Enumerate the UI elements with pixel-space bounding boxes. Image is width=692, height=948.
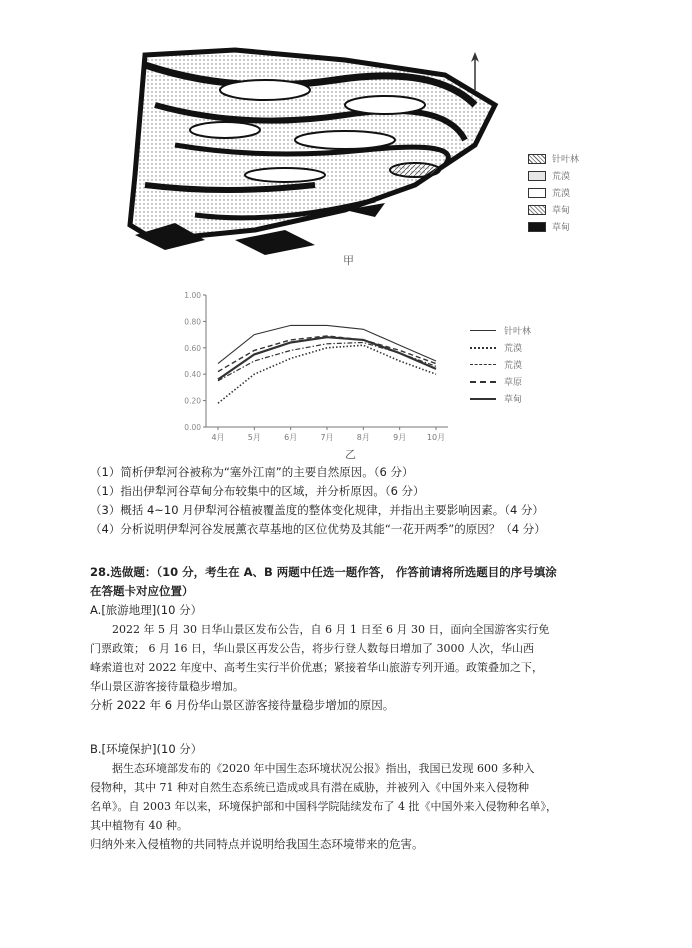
y-tick-label: 0.80: [184, 317, 201, 327]
legend-line-dotted-icon: [470, 347, 496, 349]
chart-legend: [470, 322, 560, 407]
q28b-paragraph-line: 名单》。自 2003 年以来，环境保护部和中国科学院陆续发布了 4 批《中国外来入侵物种名单》，: [90, 800, 557, 813]
legend-line-thick-icon: [470, 398, 496, 400]
y-tick-label: 0.60: [184, 343, 201, 353]
q28b-question: 归纳外来入侵植物的共同特点并说明给我国生态环境带来的危害。: [90, 837, 424, 851]
chart-caption: 乙: [345, 448, 356, 461]
question-item: （3）概括 4~10 月伊犁河谷植被覆盖度的整体变化规律，并指出主要影响因素。（4 分）: [90, 503, 544, 517]
solid-swatch-icon: [528, 222, 546, 232]
chart-legend-item: [470, 339, 560, 356]
q28-title: 28.选做题：（10 分，考生在 A、B 两题中任选一题作答， 作答前请将所选题目的序号填涂: [90, 565, 557, 579]
q28a-paragraph-line: 门票政策； 6 月 16 日，华山景区再发公告，将步行登人数每日增加了 3000 人次，华山西: [90, 642, 534, 655]
map-legend: [528, 150, 608, 235]
cross-swatch-icon: [528, 205, 546, 215]
question-item: （4）分析说明伊犁河谷发展薰衣草基地的区位优势及其能“一花开两季”的原因？（4 分）: [90, 522, 546, 536]
map-legend-label: 荒漠: [552, 189, 571, 199]
map-legend-label: 草甸: [552, 206, 571, 216]
x-tick-label: 8月: [356, 433, 370, 442]
map-legend-item: [528, 150, 608, 167]
q28b-section: [90, 740, 650, 854]
chart-legend-label: 荒漠: [504, 361, 523, 371]
map-legend-item: [528, 167, 608, 184]
legend-line-solid-icon: [470, 330, 496, 331]
hatch-swatch-icon: [528, 154, 546, 164]
x-tick-label: 7月: [320, 433, 334, 442]
q28b-paragraph-line: 侵物种，其中 71 种对自然生态系统已造成或具有潜在威胁，并被列入《中国外来入侵物种: [90, 781, 529, 794]
x-tick-label: 4月: [211, 433, 225, 442]
q28b-paragraph-line: 其中植物有 40 种。: [90, 819, 188, 832]
chart-legend-item: [470, 356, 560, 373]
question-item: （1）指出伊犁河谷草甸分布较集中的区域，并分析原因。（6 分）: [90, 484, 425, 498]
map-legend-label: 草甸: [552, 223, 571, 233]
x-tick-label: 9月: [393, 433, 407, 442]
chart-legend-item: [470, 390, 560, 407]
map-legend-label: 荒漠: [552, 172, 571, 182]
map-legend-item: [528, 201, 608, 218]
vegetation-coverage-chart: [168, 285, 468, 460]
y-tick-label: 0.20: [184, 396, 201, 406]
y-tick-label: 1.00: [184, 291, 201, 300]
map-legend-item: [528, 184, 608, 201]
q28b-heading: B.[环境保护](10 分）: [90, 742, 203, 756]
question-item: （1）简析伊犁河谷被称为“塞外江南”的主要自然原因。（6 分）: [90, 465, 414, 479]
q28a-paragraph-line: 2022 年 5 月 30 日华山景区发布公告，自 6 月 1 日至 6 月 30 日，面向全国游客实行免: [112, 623, 550, 636]
chart-legend-label: 荒漠: [504, 344, 523, 354]
y-tick-label: 0.00: [184, 423, 201, 432]
chart-legend-item: [470, 322, 560, 339]
q28-title-cont: 在答题卡对应位置）: [90, 584, 194, 598]
light-swatch-icon: [528, 171, 546, 181]
legend-line-dashdot-icon: [470, 364, 496, 365]
vegetation-map: [115, 35, 590, 270]
map-legend-label: 针叶林: [552, 155, 580, 165]
y-tick-label: 0.40: [184, 370, 201, 380]
chart-legend-label: 针叶林: [504, 327, 532, 337]
question-list: [90, 463, 650, 539]
q28-section: [90, 563, 650, 715]
q28a-paragraph-line: 华山景区游客接待量稳步增加。: [90, 680, 244, 693]
x-tick-label: 5月: [247, 433, 261, 442]
q28a-paragraph-line: 峰索道也对 2022 年度中、高考生实行半价优惠；紧接着华山旅游专列开通。政策叠加之下，: [90, 661, 543, 674]
q28a-heading: A.[旅游地理](10 分）: [90, 603, 203, 617]
chart-legend-label: 草甸: [504, 395, 523, 405]
chart-legend-label: 草原: [504, 378, 523, 388]
x-tick-label: 6月: [284, 433, 298, 442]
x-tick-label: 10月: [426, 433, 446, 442]
map-legend-item: [528, 218, 608, 235]
chart-legend-item: [470, 373, 560, 390]
q28a-question: 分析 2022 年 6 月份华山景区游客接待量稳步增加的原因。: [90, 698, 395, 712]
north-arrow-icon: [470, 52, 480, 92]
map-caption: 甲: [343, 254, 354, 267]
white-swatch-icon: [528, 188, 546, 198]
legend-line-dashed-icon: [470, 381, 496, 383]
q28b-paragraph-line: 据生态环境部发布的《2020 年中国生态环境状况公报》指出，我国已发现 600 多种入: [112, 762, 535, 775]
